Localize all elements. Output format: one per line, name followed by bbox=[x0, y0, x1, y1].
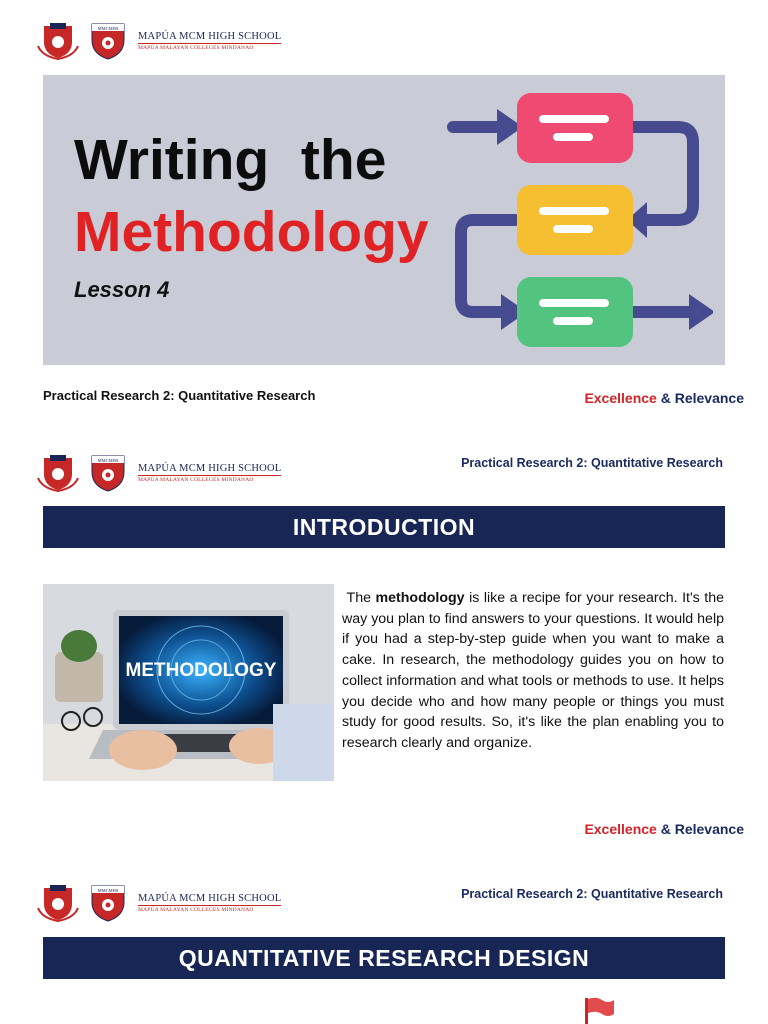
tagline-footer bbox=[584, 821, 744, 837]
tagline-footer bbox=[584, 390, 744, 406]
mapua-crest-icon bbox=[36, 22, 80, 60]
flag-icon bbox=[582, 996, 616, 1024]
flow-box-green bbox=[517, 277, 633, 347]
tagline-amp: & bbox=[656, 390, 675, 406]
school-subname: MAPÚA MALAYAN COLLEGES MINDANAO bbox=[138, 45, 254, 51]
tagline-relevance: Relevance bbox=[674, 821, 744, 837]
methodology-screen-word: METHODOLOGY bbox=[125, 660, 277, 681]
mapua-crest-icon bbox=[36, 884, 80, 922]
intro-lead: The bbox=[346, 590, 376, 606]
flow-box-pink bbox=[517, 93, 633, 163]
introduction-paragraph bbox=[342, 588, 724, 754]
mmcmhs-shield-icon bbox=[86, 22, 130, 60]
mmcmhs-shield-icon bbox=[86, 884, 130, 922]
course-title-header: Practical Research 2: Quantitative Research bbox=[461, 456, 723, 470]
hero-banner bbox=[43, 75, 725, 365]
mmcmhs-shield-icon bbox=[86, 454, 130, 492]
svg-text:MMCMHS: MMCMHS bbox=[97, 26, 119, 31]
flowchart-illustration bbox=[443, 87, 713, 353]
school-name: MAPÚA MCM HIGH SCHOOL bbox=[138, 463, 282, 474]
tagline-relevance: Relevance bbox=[674, 390, 744, 406]
school-logo-header bbox=[36, 454, 281, 492]
school-logo-header bbox=[36, 884, 281, 922]
svg-text:MMCMHS: MMCMHS bbox=[97, 888, 119, 893]
introduction-heading: INTRODUCTION bbox=[43, 506, 725, 548]
tagline-amp: & bbox=[656, 821, 675, 837]
intro-body: is like a recipe for your research. It's the way you plan to find answers to your questions. It would help if you had a step-by-step guide when you want to make a cake. In research, the methodology guides you on how to collect information and what tools or methods to use. It helps you decide who and how many people or things you must study for good results. So, it's like the plan enabling you to research clearly and organize. bbox=[342, 590, 724, 751]
school-name: MAPÚA MCM HIGH SCHOOL bbox=[138, 31, 282, 42]
lesson-label: Lesson 4 bbox=[74, 277, 170, 302]
methodology-laptop-photo bbox=[43, 584, 334, 781]
tagline-excellence: Excellence bbox=[584, 390, 657, 406]
intro-keyword: methodology bbox=[375, 590, 465, 606]
hero-title-line1: Writing the bbox=[74, 128, 387, 192]
school-subname: MAPÚA MALAYAN COLLEGES MINDANAO bbox=[138, 907, 254, 913]
school-subname: MAPÚA MALAYAN COLLEGES MINDANAO bbox=[138, 477, 254, 483]
tagline-excellence: Excellence bbox=[584, 821, 657, 837]
school-name: MAPÚA MCM HIGH SCHOOL bbox=[138, 893, 282, 904]
mapua-crest-icon bbox=[36, 454, 80, 492]
flow-box-yellow bbox=[517, 185, 633, 255]
svg-text:MMCMHS: MMCMHS bbox=[97, 458, 119, 463]
course-title-header: Practical Research 2: Quantitative Research bbox=[461, 887, 723, 901]
hero-title-line2: Methodology bbox=[74, 200, 429, 264]
school-logo-header bbox=[36, 22, 281, 60]
course-title-footer: Practical Research 2: Quantitative Research bbox=[43, 388, 316, 403]
quantitative-design-heading: QUANTITATIVE RESEARCH DESIGN bbox=[43, 937, 725, 979]
